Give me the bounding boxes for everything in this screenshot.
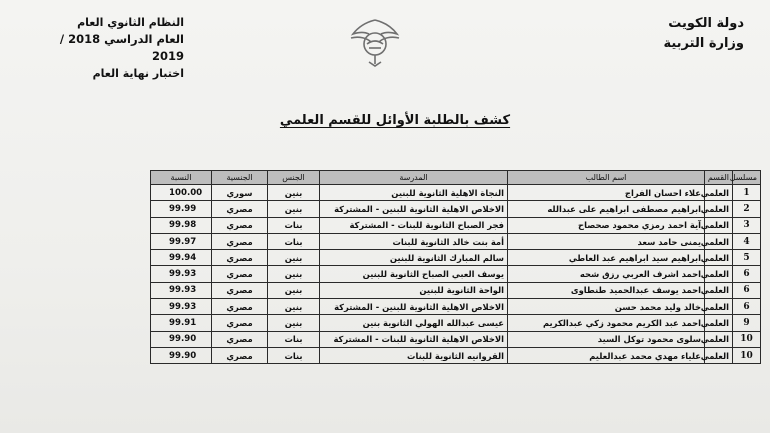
cell-nationality: مصري (212, 266, 268, 282)
cell-seq: 3 (733, 217, 761, 233)
cell-dept: العلمي (705, 282, 733, 298)
cell-nationality: مصري (212, 299, 268, 315)
cell-nationality: مصري (212, 250, 268, 266)
cell-school: الواحة الثانوية للبنين (320, 282, 508, 298)
table-row (151, 201, 761, 217)
cell-student-name: يمنى حامد سعد (508, 233, 705, 249)
header-gender: الجنس (268, 171, 320, 185)
cell-percentage: 99.98 (151, 217, 212, 233)
cell-percentage: 99.97 (151, 233, 212, 249)
cell-school: النجاة الاهلية الثانوية للبنين (320, 185, 508, 201)
cell-nationality: مصري (212, 315, 268, 331)
cell-student-name: ابراهيم سيد ابراهيم عبد العاطي (508, 250, 705, 266)
cell-percentage: 100.00 (151, 185, 212, 201)
header-percentage: النسبة (151, 171, 212, 185)
cell-nationality: مصري (212, 347, 268, 363)
table-row (151, 282, 761, 298)
header-ministry: وزارة التربية (663, 36, 744, 51)
cell-dept: العلمي (705, 217, 733, 233)
cell-percentage: 99.99 (151, 201, 212, 217)
table-row (151, 233, 761, 249)
cell-gender: بنين (268, 299, 320, 315)
cell-seq: 10 (733, 331, 761, 347)
cell-percentage: 99.93 (151, 282, 212, 298)
kuwait-emblem-icon (345, 14, 405, 70)
header-system: النظام الثانوي العام (77, 16, 184, 29)
cell-dept: العلمي (705, 331, 733, 347)
cell-school: القروانيه الثانوية للبنات (320, 347, 508, 363)
header-exam: اختبار نهاية العام (92, 67, 184, 80)
table-row (151, 185, 761, 201)
cell-gender: بنين (268, 250, 320, 266)
table-row (151, 299, 761, 315)
cell-school: عيسى عبدالله الهولي الثانوية بنين (320, 315, 508, 331)
cell-dept: العلمي (705, 347, 733, 363)
cell-dept: العلمي (705, 315, 733, 331)
cell-gender: بنين (268, 185, 320, 201)
cell-student-name: احمد عبد الكريم محمود زكي عبدالكريم (508, 315, 705, 331)
cell-gender: بنات (268, 347, 320, 363)
top-students-table (150, 170, 761, 364)
cell-student-name: خالد وليد محمد حسن (508, 299, 705, 315)
cell-student-name: سلوى محمود توكل السيد (508, 331, 705, 347)
cell-seq: 9 (733, 315, 761, 331)
cell-percentage: 99.90 (151, 331, 212, 347)
cell-school: فجر الصباح الثانوية للبنات - المشتركة (320, 217, 508, 233)
table-row (151, 347, 761, 363)
cell-nationality: سوري (212, 185, 268, 201)
cell-gender: بنين (268, 315, 320, 331)
cell-percentage: 99.91 (151, 315, 212, 331)
cell-seq: 4 (733, 233, 761, 249)
cell-student-name: علاء احسان الفراج (508, 185, 705, 201)
cell-school: الاخلاص الاهلية الثانوية للبنين - المشتركة (320, 201, 508, 217)
cell-student-name: ابراهيم مصطفى ابراهيم على عبدالله (508, 201, 705, 217)
cell-student-name: احمد اشرف العربي رزق شحه (508, 266, 705, 282)
cell-nationality: مصري (212, 233, 268, 249)
table-row (151, 331, 761, 347)
cell-percentage: 99.90 (151, 347, 212, 363)
cell-gender: بنين (268, 266, 320, 282)
cell-gender: بنين (268, 282, 320, 298)
cell-school: سالم المبارك الثانوية للبنين (320, 250, 508, 266)
cell-school: الاخلاص الاهلية الثانوية للبنات - المشتركة (320, 331, 508, 347)
cell-dept: العلمي (705, 250, 733, 266)
header-nationality: الجنسية (212, 171, 268, 185)
cell-dept: العلمي (705, 266, 733, 282)
cell-nationality: مصري (212, 201, 268, 217)
cell-nationality: مصري (212, 331, 268, 347)
cell-seq: 2 (733, 201, 761, 217)
cell-dept: العلمي (705, 185, 733, 201)
table-row (151, 315, 761, 331)
cell-gender: بنات (268, 233, 320, 249)
cell-seq: 6 (733, 299, 761, 315)
cell-student-name: علياء مهدي محمد عبدالعليم (508, 347, 705, 363)
cell-nationality: مصري (212, 282, 268, 298)
cell-seq: 10 (733, 347, 761, 363)
cell-percentage: 99.93 (151, 266, 212, 282)
cell-dept: العلمي (705, 233, 733, 249)
cell-dept: العلمي (705, 201, 733, 217)
header-academic-year: العام الدراسي 2018 / 2019 (59, 32, 184, 63)
cell-seq: 5 (733, 250, 761, 266)
cell-gender: بنات (268, 217, 320, 233)
cell-school: أمة بنت خالد الثانوية للبنات (320, 233, 508, 249)
header-issuer (663, 14, 744, 54)
cell-school: يوسف العبي الصباح الثانوية للبنين (320, 266, 508, 282)
cell-student-name: آية احمد رمزي محمود صحصاح (508, 217, 705, 233)
cell-seq: 6 (733, 282, 761, 298)
table-row (151, 250, 761, 266)
header-school: المدرسة (320, 171, 508, 185)
cell-student-name: احمد يوسف عبدالحميد طنطاوى (508, 282, 705, 298)
header-dept: القسم (705, 171, 733, 185)
cell-seq: 1 (733, 185, 761, 201)
header-exam-info (24, 14, 184, 82)
cell-school: الاخلاص الاهلية الثانوية للبنين - المشتركة (320, 299, 508, 315)
table-row (151, 266, 761, 282)
table-header-row (151, 171, 761, 185)
cell-percentage: 99.94 (151, 250, 212, 266)
page-title: كشف بالطلبة الأوائل للقسم العلمي (279, 113, 511, 128)
header-seq: مسلسل (733, 171, 761, 185)
header-name: اسم الطالب (508, 171, 705, 185)
cell-dept: العلمي (705, 299, 733, 315)
header-country: دولة الكويت (668, 16, 744, 31)
cell-seq: 6 (733, 266, 761, 282)
cell-nationality: مصري (212, 217, 268, 233)
cell-gender: بنات (268, 331, 320, 347)
cell-gender: بنين (268, 201, 320, 217)
table-row (151, 217, 761, 233)
cell-percentage: 99.93 (151, 299, 212, 315)
